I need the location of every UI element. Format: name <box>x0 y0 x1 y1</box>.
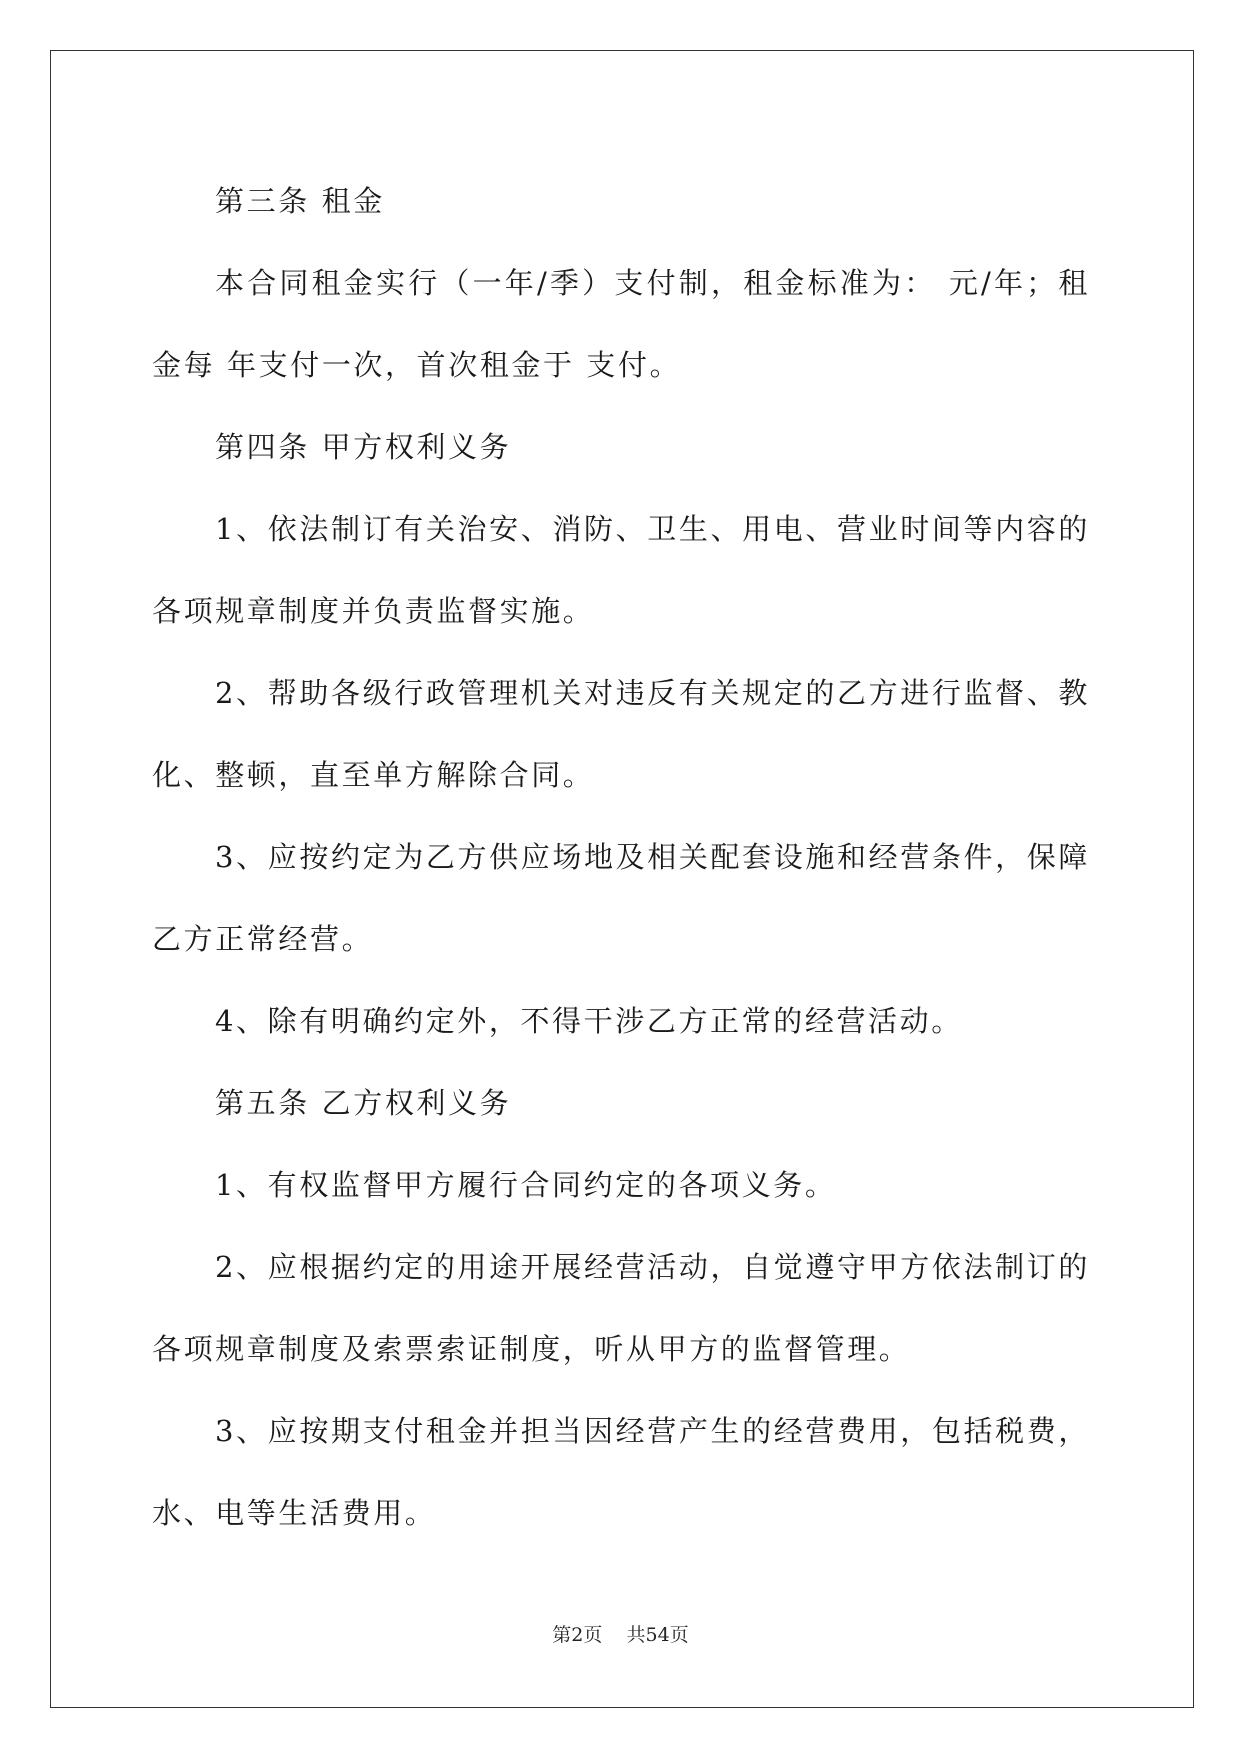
page-footer <box>0 1620 1241 1647</box>
party-b-duty-1: 1、有权监督甲方履行合同约定的各项义务。 <box>215 1168 837 1202</box>
party-a-duty-2: 2、帮助各级行政管理机关对违反有关规定的乙方进行监督、教化、整顿，直至单方解除合同。 <box>152 676 1090 792</box>
rent-clause: 本合同租金实行（一年/季）支付制，租金标准为： 元/年；租金每 年支付一次，首次租金于 支付。 <box>152 266 1090 382</box>
article-3-heading: 第三条 租金 <box>215 184 385 218</box>
document-body <box>152 160 1090 1554</box>
page-total: 共54页 <box>626 1624 689 1646</box>
party-a-duty-3: 3、应按约定为乙方供应场地及相关配套设施和经营条件，保障乙方正常经营。 <box>152 840 1090 956</box>
page-number: 第2页 <box>552 1624 603 1646</box>
party-b-duty-2: 2、应根据约定的用途开展经营活动，自觉遵守甲方依法制订的各项规章制度及索票索证制度，听从甲方的监督管理。 <box>152 1250 1090 1366</box>
party-a-duty-1: 1、依法制订有关治安、消防、卫生、用电、营业时间等内容的各项规章制度并负责监督实施。 <box>152 512 1090 628</box>
party-b-duty-3: 3、应按期支付租金并担当因经营产生的经营费用，包括税费，水、电等生活费用。 <box>152 1414 1090 1530</box>
article-5-heading: 第五条 乙方权利义务 <box>215 1086 512 1120</box>
party-a-duty-4: 4、除有明确约定外，不得干涉乙方正常的经营活动。 <box>215 1004 963 1038</box>
article-4-heading: 第四条 甲方权利义务 <box>215 430 512 464</box>
